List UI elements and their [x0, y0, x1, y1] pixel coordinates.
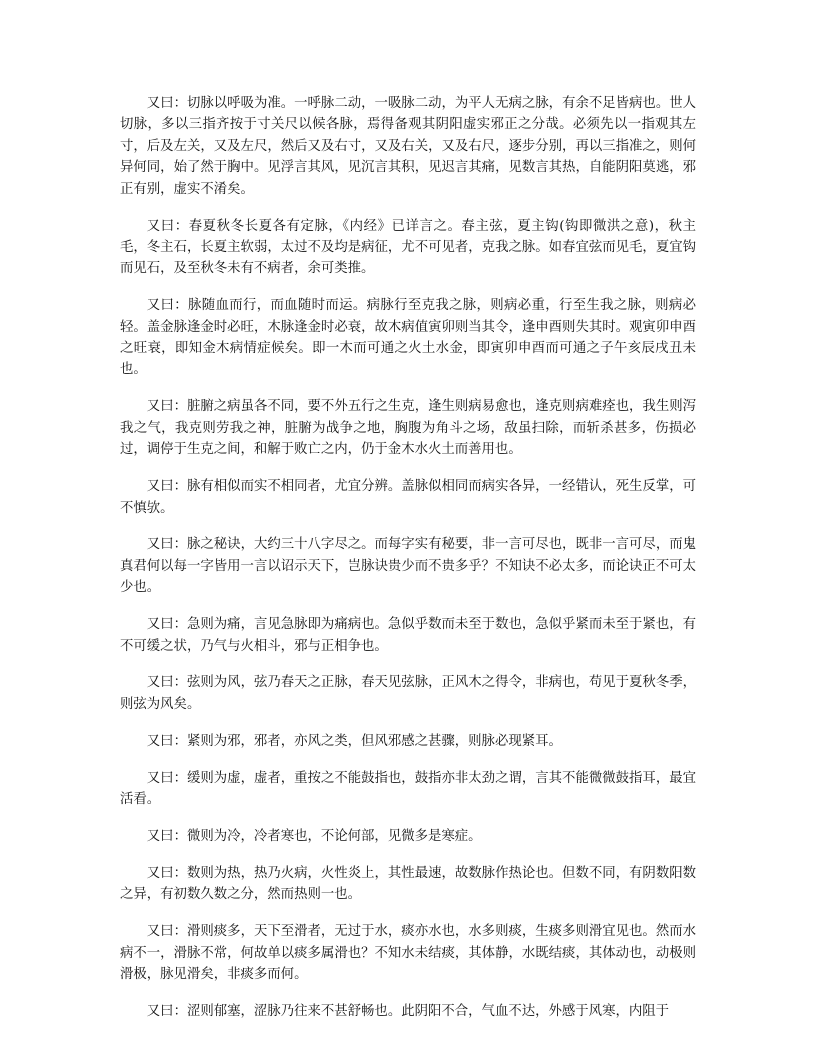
- paragraph: 又曰：春夏秋冬长夏各有定脉，《内经》已详言之。春主弦，夏主钩(钩即微洪之意)，秋主毛，冬主石，长夏主软弱，太过不及均是病征，尤不可见者，克我之脉。如春宜弦而见毛，夏宜钩而见石，及至秋冬未有不病者，余可类推。: [120, 218, 696, 277]
- paragraph: 又曰：微则为冷，冷者寒也，不论何部，见微多是寒症。: [146, 828, 482, 844]
- paragraph: 又曰：脉有相似而实不相同者，尤宜分辨。盖脉似相同而病实各异，一经错认，死生反掌，可不慎欤。: [120, 479, 696, 516]
- paragraph: 又曰：涩则郁塞，涩脉乃往来不甚舒畅也。此阴阳不合，气血不达，外感于风寒，内阻于: [146, 1003, 670, 1019]
- paragraph: 又曰：缓则为虚，虚者，重按之不能鼓指也，鼓指亦非太劲之谓，言其不能微微鼓指耳，最宜活看。: [120, 770, 696, 808]
- paragraph: 又曰：脏腑之病虽各不同，要不外五行之生克，逢生则病易愈也，逢克则病难痊也，我生则泻我之气，我克则劳我之神，脏腑为战争之地，胸腹为角斗之场，敌虽扫除，而斩杀甚多，伤损必过，调停于生克之间，和解于败亡之内，仍于金木水火土而善用也。: [120, 399, 696, 458]
- document-body: [120, 93, 696, 1038]
- paragraph: 又曰：数则为热，热乃火病，火性炎上，其性最速，故数脉作热论也。但数不同，有阴数阳数之异，有初数久数之分，然而热则一也。: [120, 865, 696, 903]
- paragraph: 又曰：紧则为邪，邪者，亦风之类，但风邪感之甚骤，则脉必现紧耳。: [146, 733, 562, 749]
- paragraph: 又曰：急则为痛，言见急脉即为痛病也。急似乎数而未至于数也，急似乎紧而未至于紧也，有不可缓之状，乃气与火相斗，邪与正相争也。: [120, 617, 696, 654]
- paragraph: 又曰：滑则痰多，天下至滑者，无过于水，痰亦水也，水多则痰，生痰多则滑宜见也。然而水病不一，滑脉不常，何故单以痰多属滑也？不知水未结痰，其体静，水既结痰，其体动也，动极则滑极，脉见滑矣，非痰多而何。: [120, 924, 696, 982]
- paragraph: 又曰：脉之秘诀，大约三十八字尽之。而每字实有秘要，非一言可尽也，既非一言可尽，而鬼真君何以每一字皆用一言以诏示天下，岂脉诀贵少而不贵多乎？不知诀不必太多，而论诀正不可太少也。: [120, 537, 696, 596]
- paragraph: 又曰：脉随血而行，而血随时而运。病脉行至克我之脉，则病必重，行至生我之脉，则病必轻。盖金脉逢金时必旺，木脉逢金时必衰，故木病值寅卯则当其令，逢申酉则失其时。观寅卯申酉之旺衰，即知金木病情症候矣。即一木而可通之火土水金，即寅卯申酉而可通之子午亥辰戌丑未也。: [120, 298, 696, 378]
- paragraph: 又曰：切脉以呼吸为准。一呼脉二动，一吸脉二动，为平人无病之脉，有余不足皆病也。世人切脉，多以三指齐按于寸关尺以候各脉，焉得备观其阴阳虚实邪正之分哉。必须先以一指观其左寸，后及左关，又及左尺，然后又及右寸，又及右关，又及右尺，逐步分别，再以三指准之，则何异何同，始了然于胸中。见浮言其风，见沉言其积，见迟言其痛，见数言其热，自能阴阳莫逃，邪正有别，虚实不淆矣。: [120, 96, 696, 197]
- paragraph: 又曰：弦则为风，弦乃春天之正脉，春天见弦脉，正风木之得令，非病也，苟见于夏秋冬季，则弦为风矣。: [120, 675, 696, 712]
